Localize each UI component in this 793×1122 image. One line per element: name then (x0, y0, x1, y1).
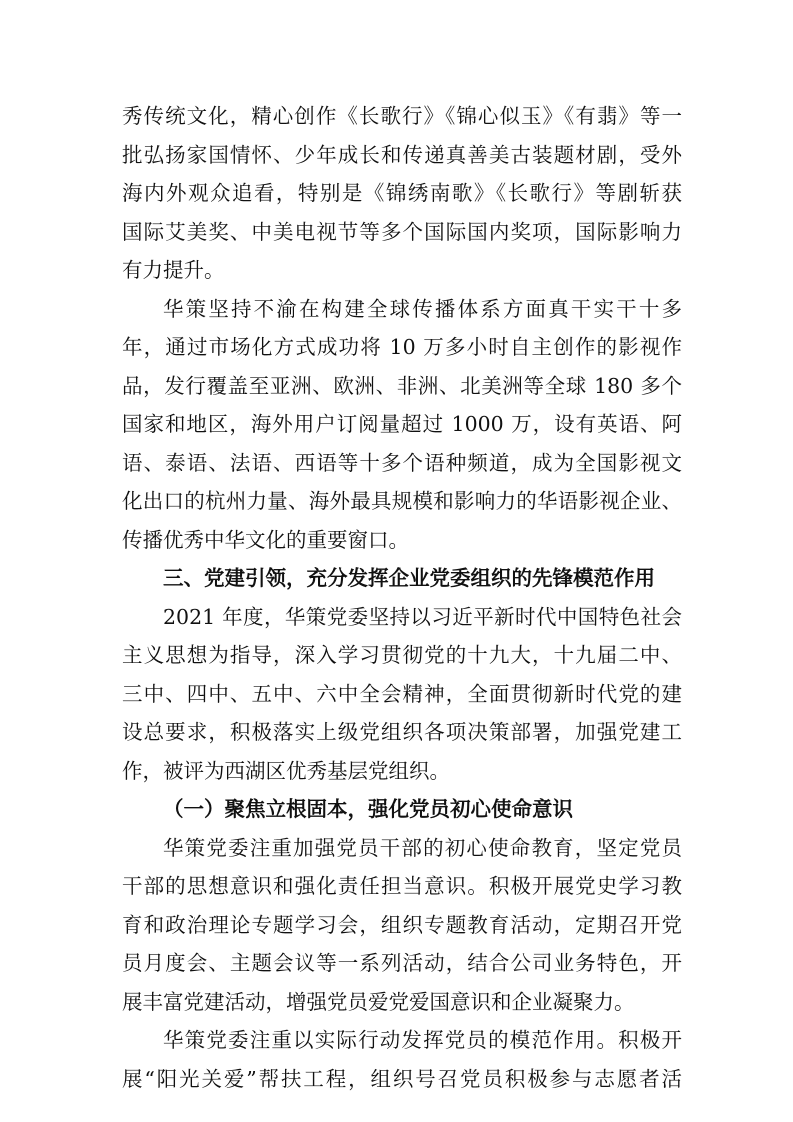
paragraph-continuation (122, 97, 682, 290)
paragraph-mission-education (122, 829, 682, 1022)
text-line: 品，发行覆盖至亚洲、欧洲、非洲、北美洲等全球 180 多个 (122, 373, 682, 398)
section-heading: 三、党建引领，充分发挥企业党委组织的先锋模范作用 (163, 566, 655, 590)
text-line: 主义思想为指导，深入学习贯彻党的十九大，十九届二中、 (122, 643, 682, 667)
text-line: 年，通过市场化方式成功将 10 万多小时自主创作的影视作 (122, 335, 682, 359)
subsection-heading: （一）聚焦立根固本，强化党员初心使命意识 (163, 797, 573, 821)
text-line: 有力提升。 (122, 258, 225, 282)
body-text (122, 97, 682, 1098)
text-line: 员月度会、主题会议等一系列活动，结合公司业务特色，开 (122, 951, 682, 975)
text-line: 设总要求，积极落实上级党组织各项决策部署，加强党建工 (122, 720, 682, 744)
text-line: 展丰富党建活动，增强党员爱党爱国意识和企业凝聚力。 (122, 989, 635, 1014)
text-line: 作，被评为西湖区优秀基层党组织。 (122, 758, 450, 783)
text-line: 育和政治理论专题学习会，组织专题教育活动，定期召开党 (122, 912, 682, 937)
text-line: 展“阳光关爱”帮扶工程，组织号召党员积极参与志愿者活 (122, 1066, 682, 1091)
text-line: 华策党委注重加强党员干部的初心使命教育，坚定党员 (163, 835, 682, 860)
paragraph-party-building (122, 598, 682, 791)
text-line: 华策党委注重以实际行动发挥党员的模范作用。积极开 (163, 1028, 682, 1052)
text-line: 秀传统文化，精心创作《长歌行》《锦心似玉》《有翡》等一 (122, 104, 682, 128)
text-line: 传播优秀中华文化的重要窗口。 (122, 527, 409, 552)
text-line: 海内外观众追看，特别是《锦绣南歌》《长歌行》等剧斩获 (122, 181, 682, 205)
paragraph-exemplary-role (122, 1021, 682, 1098)
text-line: 干部的思想意识和强化责任担当意识。积极开展党史学习教 (122, 874, 682, 898)
text-line: 化出口的杭州力量、海外最具规模和影响力的华语影视企业、 (122, 489, 682, 513)
paragraph-global-distribution (122, 290, 682, 560)
text-line: 批弘扬家国情怀、少年成长和传递真善美古装题材剧，受外 (122, 142, 682, 167)
text-line: 2021 年度，华策党委坚持以习近平新时代中国特色社会 (163, 604, 682, 629)
text-line: 三中、四中、五中、六中全会精神，全面贯彻新时代党的建 (122, 681, 682, 706)
text-line: 语、泰语、法语、西语等十多个语种频道，成为全国影视文 (122, 450, 682, 475)
text-line: 国家和地区，海外用户订阅量超过 1000 万，设有英语、阿 (122, 412, 682, 436)
text-line: 华策坚持不渝在构建全球传播体系方面真干实干十多 (163, 296, 682, 321)
text-line: 国际艾美奖、中美电视节等多个国际国内奖项，国际影响力 (122, 219, 682, 244)
